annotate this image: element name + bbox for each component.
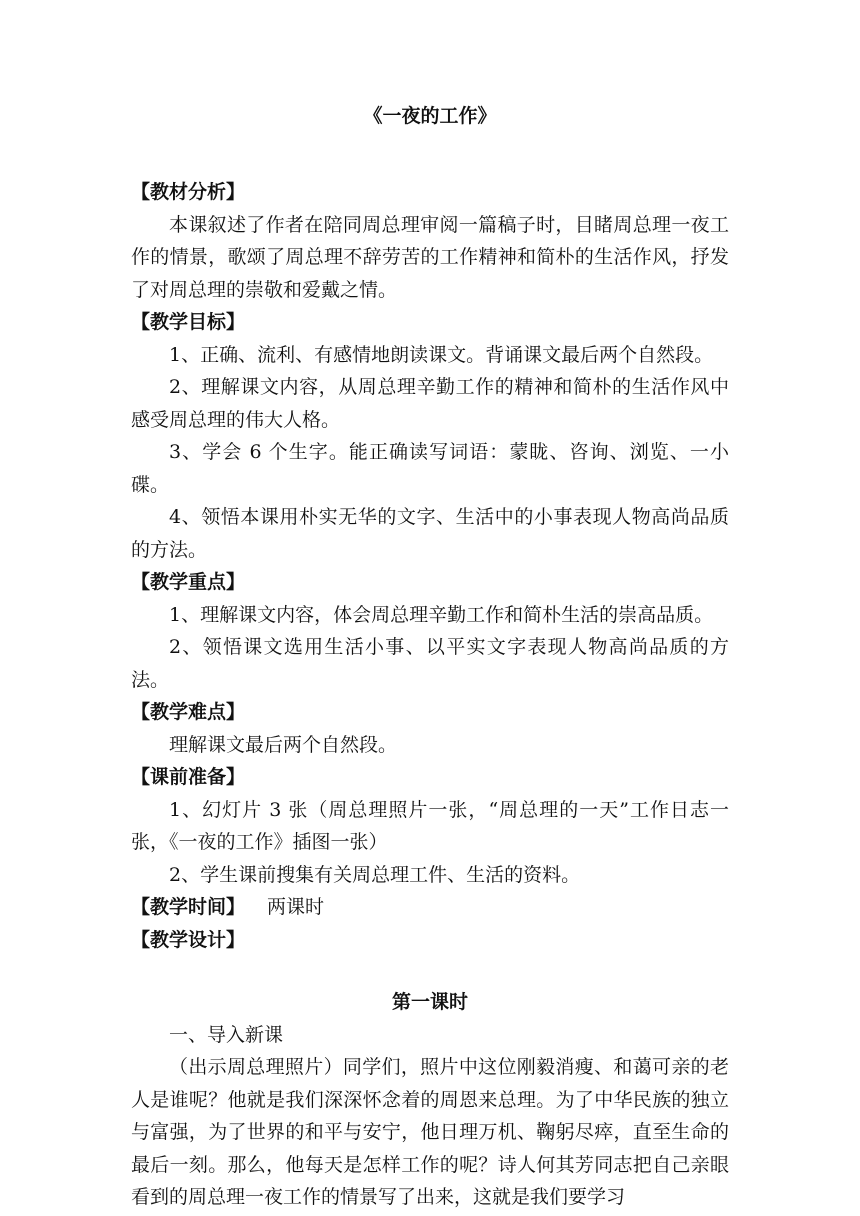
document-body bbox=[131, 96, 729, 1214]
preparation-item: 1、幻灯片 3 张（周总理照片一张，“周总理的一天”工作日志一张，《一夜的工作》插图一张） bbox=[131, 798, 729, 853]
goal-item: 3、学会 6 个生字。能正确读写词语：蒙眬、咨询、浏览、一小碟。 bbox=[131, 441, 729, 496]
lesson-one-title: 第一课时 bbox=[391, 991, 468, 1013]
difficulty-paragraph: 理解课文最后两个自然段。 bbox=[169, 733, 398, 756]
document-title: 《一夜的工作》 bbox=[363, 105, 497, 127]
section-heading-design: 【教学设计】 bbox=[131, 928, 246, 951]
key-point-item: 2、领悟课文选用生活小事、以平实文字表现人物高尚品质的方法。 bbox=[131, 636, 729, 691]
section-heading-goals: 【教学目标】 bbox=[131, 311, 246, 333]
section-heading-time: 【教学时间】 bbox=[131, 896, 246, 918]
preparation-item: 2、学生课前搜集有关周总理工件、生活的资料。 bbox=[169, 863, 581, 886]
analysis-paragraph: 本课叙述了作者在陪同周总理审阅一篇稿子时，目睹周总理一夜工作的情景，歌颂了周总理不辞劳苦的工作精神和简朴的生活作风，抒发了对周总理的崇敬和爱戴之情。 bbox=[131, 213, 729, 301]
key-point-item: 1、理解课文内容，体会周总理辛勤工作和简朴生活的崇高品质。 bbox=[169, 603, 714, 626]
lesson-step: 一、导入新课 bbox=[169, 1023, 284, 1046]
teaching-time-value: 两课时 bbox=[267, 896, 325, 918]
goal-item: 4、领悟本课用朴实无华的文字、生活中的小事表现人物高尚品质的方法。 bbox=[131, 506, 729, 561]
section-heading-analysis: 【教材分析】 bbox=[131, 181, 246, 203]
section-heading-key-points: 【教学重点】 bbox=[131, 571, 246, 593]
teaching-time-row bbox=[131, 891, 729, 924]
section-heading-difficulty: 【教学难点】 bbox=[131, 701, 246, 723]
goal-item: 2、理解课文内容，从周总理辛勤工作的精神和简朴的生活作风中感受周总理的伟大人格。 bbox=[131, 376, 729, 431]
lesson-one-paragraph: （出示周总理照片）同学们，照片中这位刚毅消瘦、和蔼可亲的老人是谁呢？他就是我们深深怀念着的周恩来总理。为了中华民族的独立与富强，为了世界的和平与安宁，他日理万机、鞠躬尽瘁，直至生命的最后一刻。那么，他每天是怎样工作的呢？诗人何其芳同志把自己亲眼看到的周总理一夜工作的情景写了出来，这就是我们要学习 bbox=[131, 1056, 729, 1208]
section-heading-preparation: 【课前准备】 bbox=[131, 766, 246, 788]
goal-item: 1、正确、流利、有感情地朗读课文。背诵课文最后两个自然段。 bbox=[169, 343, 714, 366]
